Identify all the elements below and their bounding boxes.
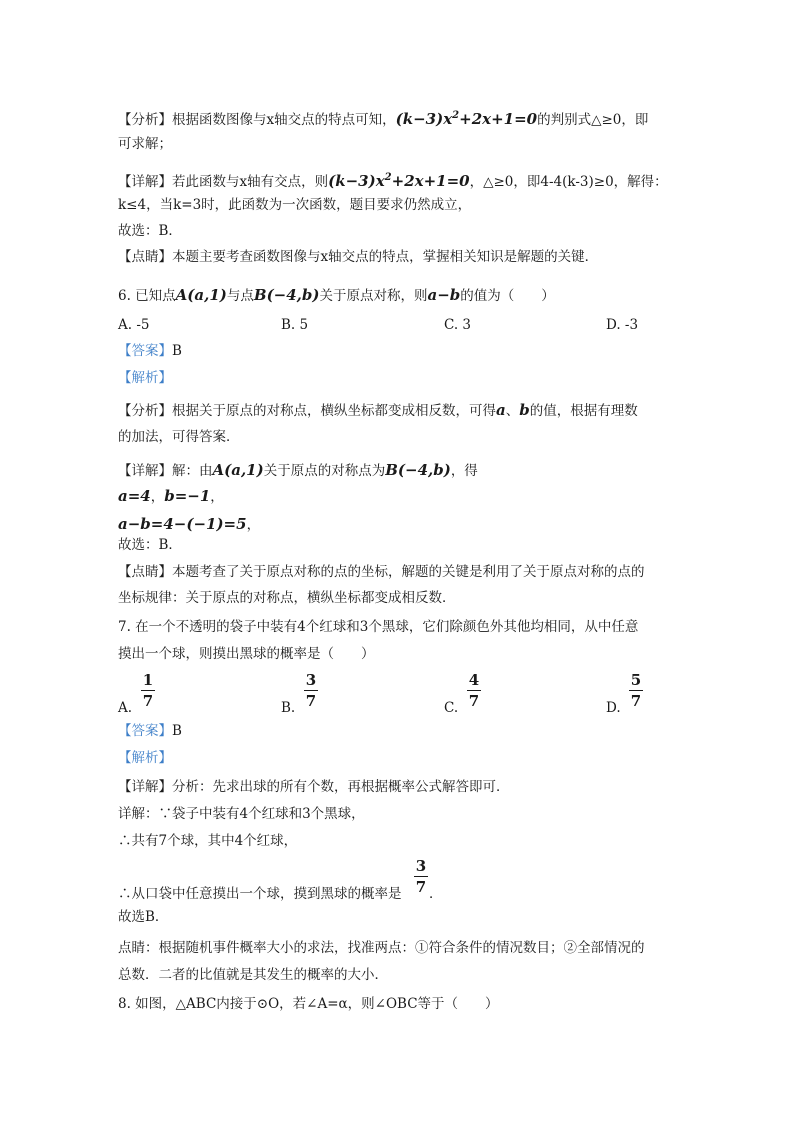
q7-detail-2: ∴共有7个球，其中4个红球， <box>118 833 298 849</box>
q7-option-d: D. <box>606 700 621 716</box>
q6-comment-2: 坐标规律：关于原点的对称点，横纵坐标都变成相反数． <box>118 590 456 606</box>
analysis-line-2: 可求解； <box>118 136 172 152</box>
q6-analysis: 【分析】根据关于原点的对称点，横纵坐标都变成相反数，可得a、b的值，根据有理数 <box>118 401 638 419</box>
comment-line: 【点睛】本题主要考查函数图像与x轴交点的特点，掌握相关知识是解题的关键． <box>118 249 599 265</box>
q6-detail: 【详解】解：由A(a,1)关于原点的对称点为B(−4,b)，得 <box>118 461 478 479</box>
q6-answer: 【答案】B <box>118 343 182 359</box>
q6-equation-1: a=4，b=−1， <box>118 487 224 505</box>
analysis-line <box>118 106 648 130</box>
q6-analysis-2: 的加法，可得答案． <box>118 429 240 445</box>
point-b: B(−4,b) <box>253 286 320 304</box>
analysis-text: 【分析】根据函数图像与x轴交点的特点可知， <box>118 112 396 128</box>
choice-line: 故选：B． <box>118 223 182 239</box>
q7-detail-3: ∴从口袋中任意摸出一个球，摸到黑球的概率是 <box>118 886 402 902</box>
q6-explanation-heading: 【解析】 <box>118 370 172 386</box>
q6-option-a: A. -5 <box>118 317 150 333</box>
fraction-four-sevenths: 4 7 <box>468 671 480 710</box>
q6-equation-2: a−b=4−(−1)=5， <box>118 515 261 533</box>
q7-option-b: B. <box>281 700 296 716</box>
q7-detail: 【详解】分析：先求出球的所有个数，再根据概率公式解答即可． <box>118 779 510 795</box>
detail-line: 【详解】若此函数与x轴有交点，则$(k-3)x^2+2x+1=0$，△≥0，即4-4(k-3)≥0，解得： <box>118 172 668 190</box>
analysis-tail: 的判别式△≥0，即 <box>537 112 649 128</box>
q6-choice: 故选：B． <box>118 537 182 553</box>
q6-option-d: D. -3 <box>606 317 639 333</box>
q7-detail-1: 详解：∵袋子中装有4个红球和3个黑球， <box>118 806 365 822</box>
question-6: 6. 已知点A(a,1)与点B(−4,b)关于原点对称，则a−b的值为（ ） <box>118 286 555 304</box>
q7-choice: 故选B． <box>118 909 169 925</box>
question-8: 8. 如图，△ABC内接于⊙O，若∠A=α，则∠OBC等于（ ） <box>118 996 499 1012</box>
fraction-three-sevenths: 3 7 <box>305 671 317 710</box>
detail-line-2: k≤4，当k=3时，此函数为一次函数，题目要求仍然成立， <box>118 197 472 213</box>
q7-comment: 点睛：根据随机事件概率大小的求法，找准两点：①符合条件的情况数目；②全部情况的 <box>118 940 645 956</box>
q7-explanation-heading: 【解析】 <box>118 750 172 766</box>
q7-option-c: C. <box>444 700 459 716</box>
q7-comment-2: 总数．二者的比值就是其发生的概率的大小． <box>118 967 388 983</box>
q7-detail-3-end: ． <box>429 886 443 902</box>
q6-option-c: C. 3 <box>444 317 472 333</box>
expression: a−b <box>427 286 461 304</box>
fraction-one-seventh: 1 7 <box>142 671 154 710</box>
fraction-five-sevenths: 5 7 <box>630 671 642 710</box>
q7-answer: 【答案】B <box>118 723 182 739</box>
fraction-result: 3 7 <box>415 857 427 896</box>
q6-comment: 【点睛】本题考查了关于原点对称的点的坐标，解题的关键是利用了关于原点对称的点的 <box>118 564 645 580</box>
q6-option-b: B. 5 <box>281 317 309 333</box>
equation: $(k-3)x^2+2x+1=0$ <box>328 172 470 190</box>
point-a: A(a,1) <box>175 286 227 304</box>
q7-option-a: A. <box>118 700 133 716</box>
question-7: 7. 在一个不透明的袋子中装有4个红球和3个黑球，它们除颜色外其他均相同，从中任意 <box>118 619 639 635</box>
equation: $(k-3)x^2+2x+1=0$ <box>395 110 538 128</box>
question-7-2: 摸出一个球，则摸出黑球的概率是（ ） <box>118 646 375 662</box>
